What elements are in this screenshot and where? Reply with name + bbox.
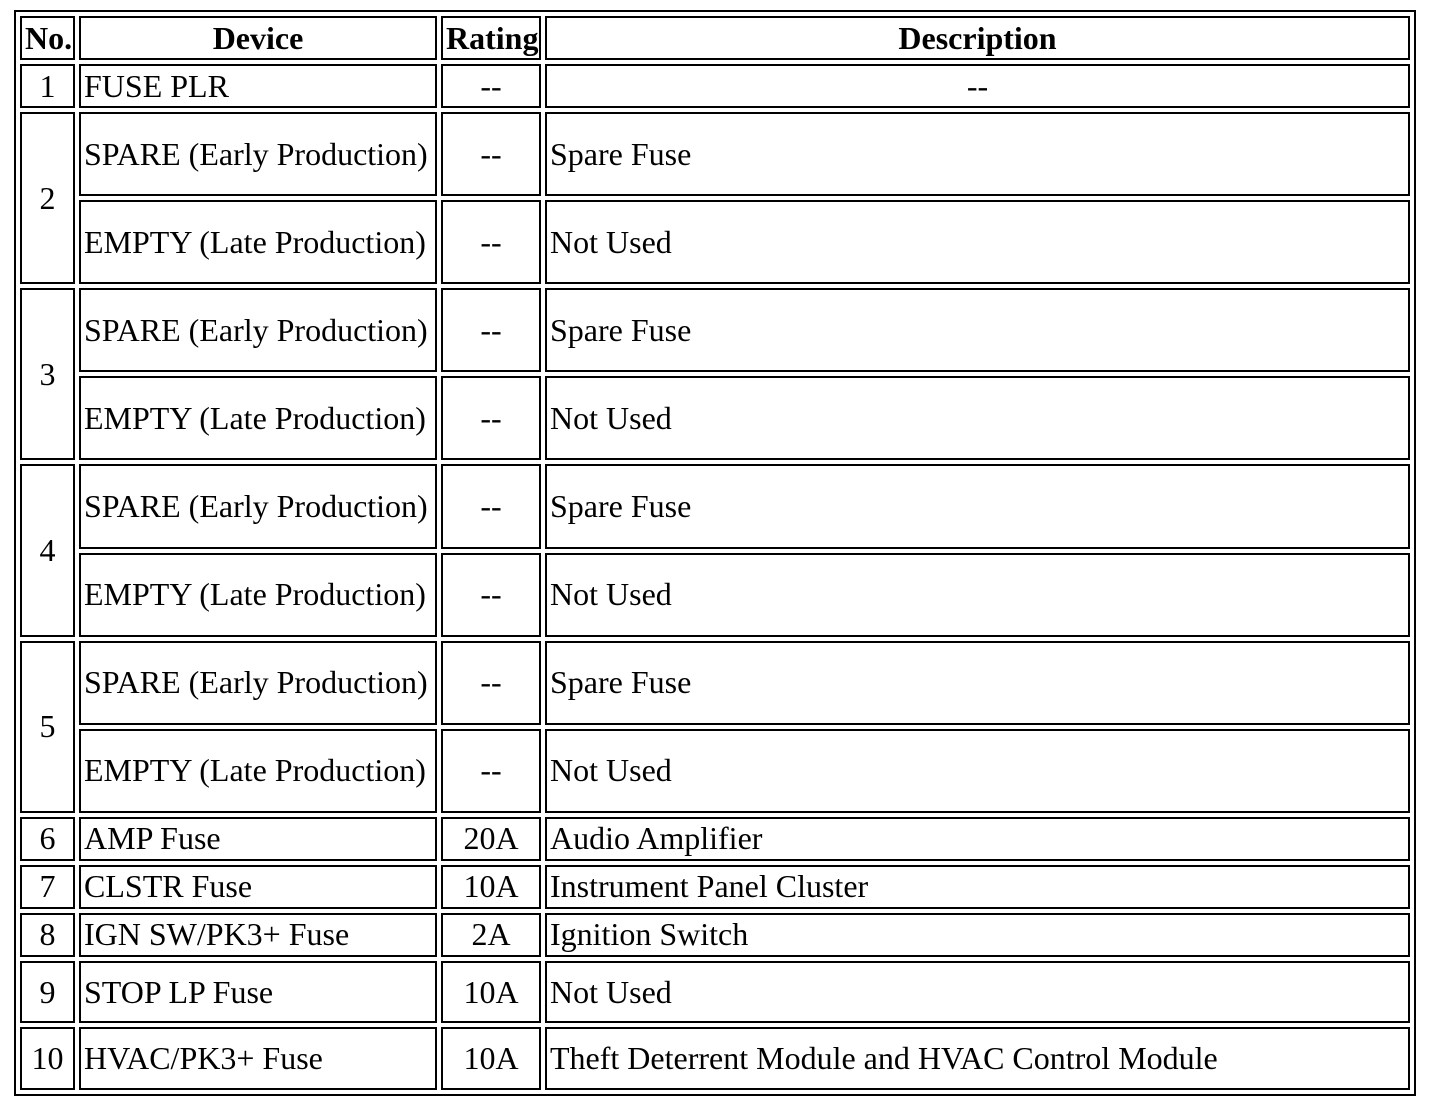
fuse-description: Not Used	[545, 961, 1410, 1024]
table-row	[20, 112, 1410, 196]
fuse-number: 7	[20, 865, 75, 909]
fuse-rating: 20A	[441, 817, 541, 861]
table-row	[20, 200, 1410, 284]
device-name: SPARE (Early Production)	[79, 112, 437, 196]
fuse-rating: 2A	[441, 913, 541, 957]
fuse-number: 8	[20, 913, 75, 957]
fuse-description: Spare Fuse	[545, 112, 1410, 196]
fuse-description: Spare Fuse	[545, 464, 1410, 548]
header-rating: Rating	[441, 16, 541, 60]
fuse-description: Ignition Switch	[545, 913, 1410, 957]
table-row	[20, 553, 1410, 637]
table-row	[20, 729, 1410, 813]
fuse-number: 3	[20, 288, 75, 460]
fuse-rating: --	[441, 200, 541, 284]
device-name: IGN SW/PK3+ Fuse	[79, 913, 437, 957]
fuse-description: Not Used	[545, 553, 1410, 637]
table-row	[20, 817, 1410, 861]
fuse-rating: --	[441, 64, 541, 108]
fuse-description: Not Used	[545, 200, 1410, 284]
fuse-rating: --	[441, 464, 541, 548]
device-name: EMPTY (Late Production)	[79, 553, 437, 637]
device-name: FUSE PLR	[79, 64, 437, 108]
table-row	[20, 464, 1410, 548]
header-description: Description	[545, 16, 1410, 60]
fuse-number: 6	[20, 817, 75, 861]
fuse-number: 5	[20, 641, 75, 813]
fuse-description: Theft Deterrent Module and HVAC Control Module	[545, 1027, 1410, 1090]
fuse-rating: --	[441, 729, 541, 813]
device-name: SPARE (Early Production)	[79, 288, 437, 372]
table-row	[20, 913, 1410, 957]
header-row	[20, 16, 1410, 60]
fuse-description: Audio Amplifier	[545, 817, 1410, 861]
device-name: SPARE (Early Production)	[79, 641, 437, 725]
device-name: EMPTY (Late Production)	[79, 376, 437, 460]
fuse-rating: --	[441, 376, 541, 460]
table-row	[20, 865, 1410, 909]
table-row	[20, 288, 1410, 372]
fuse-rating: --	[441, 112, 541, 196]
fuse-rating: 10A	[441, 865, 541, 909]
fuse-number: 4	[20, 464, 75, 636]
device-name: AMP Fuse	[79, 817, 437, 861]
fuse-number: 10	[20, 1027, 75, 1090]
table-row	[20, 961, 1410, 1024]
fuse-table	[16, 12, 1414, 1094]
device-name: HVAC/PK3+ Fuse	[79, 1027, 437, 1090]
device-name: STOP LP Fuse	[79, 961, 437, 1024]
fuse-number: 1	[20, 64, 75, 108]
fuse-table-page	[14, 10, 1416, 1096]
fuse-description: Spare Fuse	[545, 288, 1410, 372]
fuse-description: Not Used	[545, 729, 1410, 813]
table-row	[20, 64, 1410, 108]
device-name: EMPTY (Late Production)	[79, 200, 437, 284]
fuse-rating: --	[441, 288, 541, 372]
fuse-description: --	[545, 64, 1410, 108]
device-name: CLSTR Fuse	[79, 865, 437, 909]
device-name: EMPTY (Late Production)	[79, 729, 437, 813]
fuse-description: Not Used	[545, 376, 1410, 460]
device-name: SPARE (Early Production)	[79, 464, 437, 548]
table-row	[20, 641, 1410, 725]
header-no: No.	[20, 16, 75, 60]
fuse-number: 9	[20, 961, 75, 1024]
fuse-rating: --	[441, 553, 541, 637]
fuse-rating: 10A	[441, 1027, 541, 1090]
table-row	[20, 376, 1410, 460]
fuse-number: 2	[20, 112, 75, 284]
table-row	[20, 1027, 1410, 1090]
header-device: Device	[79, 16, 437, 60]
fuse-rating: --	[441, 641, 541, 725]
fuse-description: Spare Fuse	[545, 641, 1410, 725]
fuse-rating: 10A	[441, 961, 541, 1024]
fuse-description: Instrument Panel Cluster	[545, 865, 1410, 909]
